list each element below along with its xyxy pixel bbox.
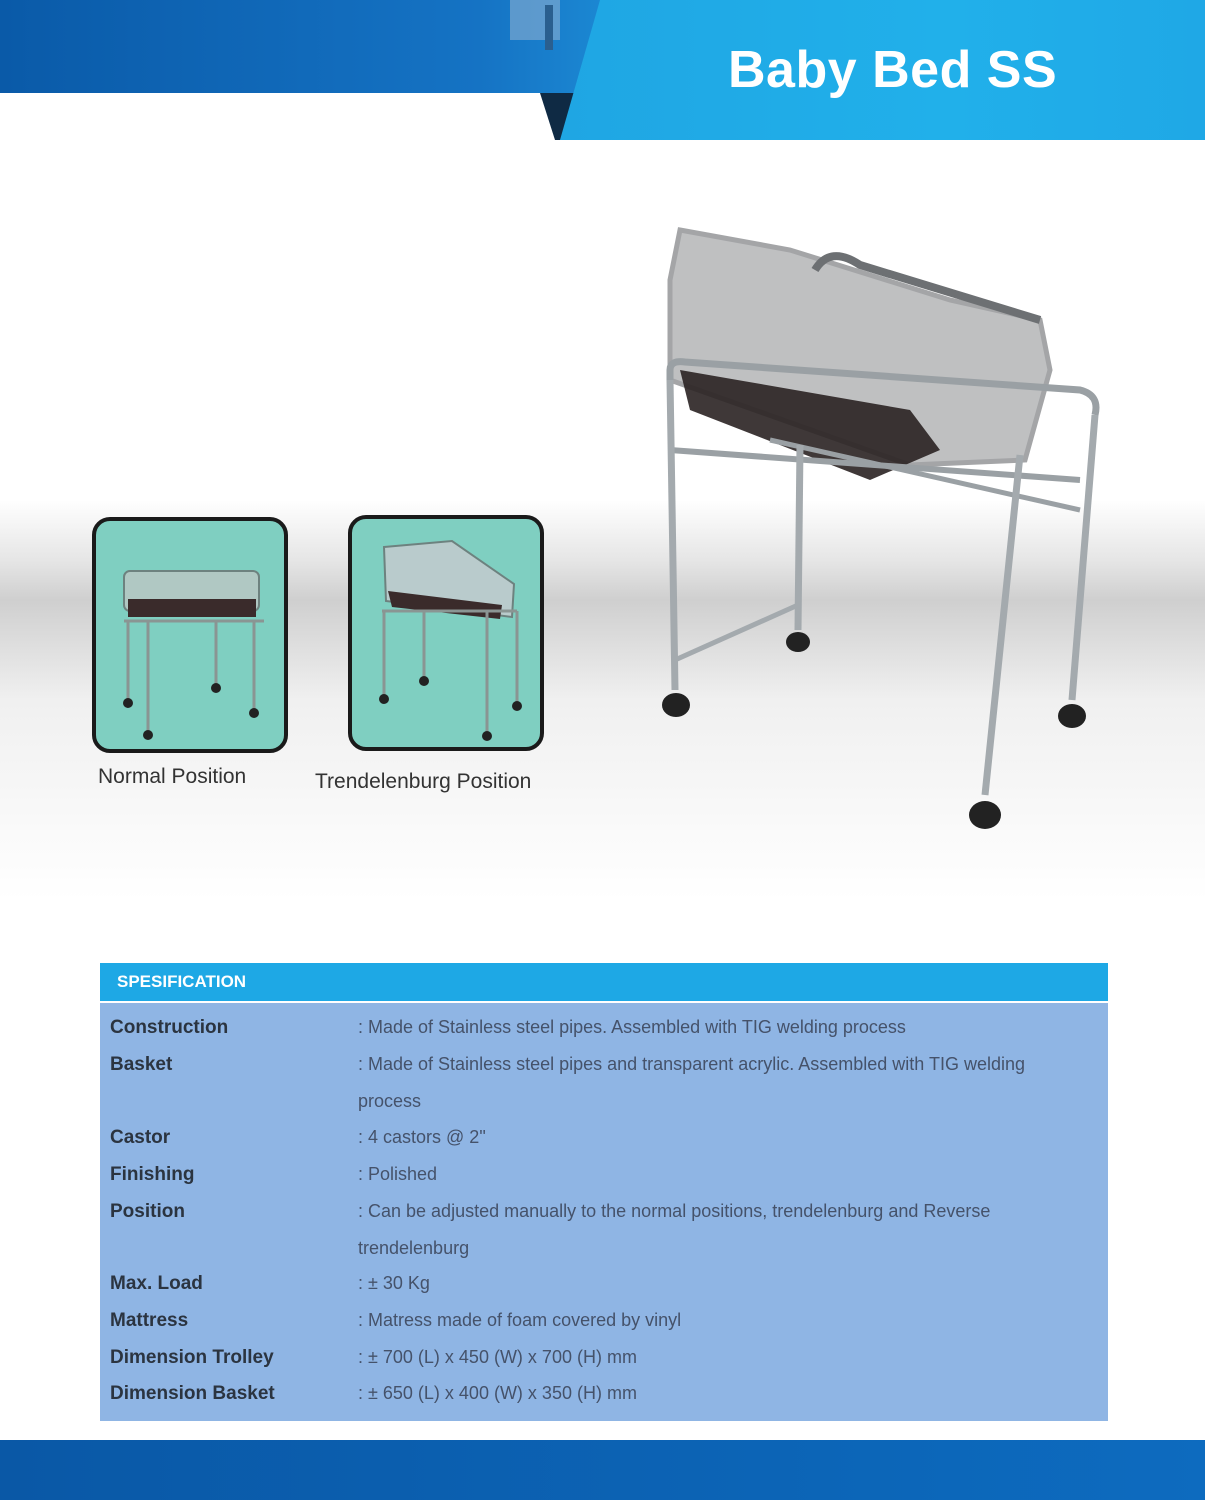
spec-label: Dimension Basket <box>110 1383 275 1404</box>
spec-label: Castor <box>110 1127 171 1148</box>
spec-label: Mattress <box>110 1310 189 1331</box>
trendelenburg-position-image <box>348 515 544 751</box>
spec-value: : ± 700 (L) x 450 (W) x 700 (H) mm <box>358 1347 637 1367</box>
spec-label: Dimension Trolley <box>110 1347 274 1368</box>
bed-trendelenburg-illustration <box>352 519 540 747</box>
trendelenburg-position-caption: Trendelenburg Position <box>315 770 532 793</box>
normal-position-caption: Normal Position <box>98 765 247 788</box>
spec-value: : Made of Stainless steel pipes and transparent acrylic. Assembled with TIG welding process <box>358 1054 1026 1111</box>
spec-value: : Can be adjusted manually to the normal positions, trendelenburg and Reverse trendelenburg <box>358 1201 991 1258</box>
specification-header <box>100 963 1108 1001</box>
spec-value: : 4 castors @ 2" <box>358 1127 486 1147</box>
specification-title: SPESIFICATION <box>117 972 247 991</box>
baby-bed-product-image <box>640 220 1120 860</box>
spec-label: Finishing <box>110 1164 195 1185</box>
spec-value: : ± 650 (L) x 400 (W) x 350 (H) mm <box>358 1383 637 1403</box>
spec-value: : Polished <box>358 1164 438 1184</box>
spec-label: Construction <box>110 1017 229 1038</box>
bed-normal-illustration <box>96 521 284 749</box>
page-title: Baby Bed SS <box>728 41 1058 99</box>
normal-position-image <box>92 517 288 753</box>
spec-label: Max. Load <box>110 1273 203 1294</box>
specification-table <box>100 1003 1108 1421</box>
spec-value: : Made of Stainless steel pipes. Assembled with TIG welding process <box>358 1017 906 1037</box>
spec-value: : Matress made of foam covered by vinyl <box>358 1310 682 1330</box>
footer-band <box>0 1440 1205 1500</box>
spec-label: Basket <box>110 1054 173 1075</box>
spec-value: : ± 30 Kg <box>358 1273 430 1293</box>
spec-label: Position <box>110 1201 185 1222</box>
